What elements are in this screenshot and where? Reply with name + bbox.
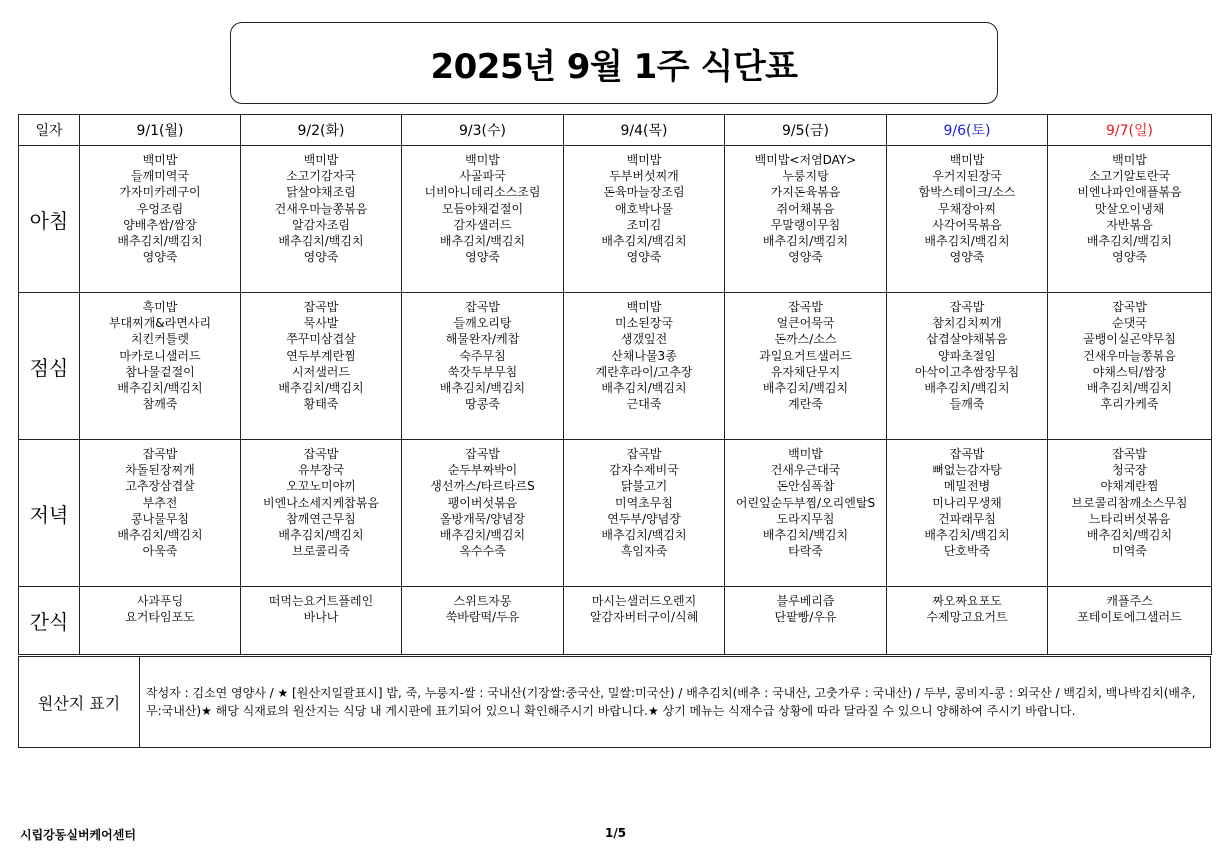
menu-item: 비엔나파인애플볶음 (1077, 185, 1182, 200)
menu-cell (1048, 293, 1212, 440)
menu-item: 오꼬노미야끼 (286, 479, 356, 494)
menu-item: 쥐어채볶음 (776, 201, 835, 216)
date-label: 일자 (19, 115, 80, 146)
menu-item: 영양죽 (303, 250, 339, 265)
meal-row-dinner (19, 440, 1212, 587)
menu-cell (402, 440, 564, 587)
menu-item: 아삭이고추쌈장무침 (914, 364, 1020, 379)
menu-item: 스위트자몽 (453, 594, 512, 608)
menu-item: 백미밥 (465, 153, 500, 167)
menu-item: 타락죽 (788, 544, 823, 559)
meal-row-breakfast (19, 146, 1212, 293)
menu-cell (1048, 440, 1212, 587)
menu-cell (887, 293, 1048, 440)
meal-label-dinner: 저녁 (19, 440, 80, 587)
menu-item: 산채나물3종 (611, 348, 677, 363)
menu-cell (887, 440, 1048, 587)
menu-item: 뼈없는감자탕 (932, 463, 1002, 478)
menu-item: 미역초무침 (615, 495, 673, 510)
menu-item: 자반볶음 (1106, 217, 1153, 232)
menu-item: 들깨오리탕 (453, 316, 512, 331)
menu-item: 건파래무침 (938, 511, 996, 526)
menu-item: 잡곡밥 (1112, 447, 1147, 461)
menu-item: 건새우마늘쫑볶음 (1083, 348, 1176, 363)
menu-item: 배추김치/백김치 (439, 528, 526, 543)
origin-row (19, 657, 1211, 748)
meal-body (19, 146, 1212, 655)
menu-item: 연두부/양념장 (607, 511, 681, 526)
menu-item: 미역죽 (1112, 544, 1147, 559)
menu-item: 배추김치/백김치 (1086, 234, 1173, 249)
menu-item: 영양죽 (949, 250, 985, 265)
menu-item: 사각어묵볶음 (932, 217, 1002, 232)
menu-cell (402, 587, 564, 655)
menu-item: 배추김치/백김치 (439, 381, 526, 396)
menu-cell (725, 293, 887, 440)
menu-item: 배추김치/백김치 (762, 381, 849, 396)
menu-cell (80, 146, 241, 293)
menu-cell (80, 293, 241, 440)
menu-item: 단호박죽 (943, 544, 991, 559)
menu-table (18, 114, 1212, 655)
menu-item: 무말랭이무침 (770, 217, 841, 232)
menu-item: 배추김치/백김치 (762, 234, 849, 249)
menu-item: 쭈꾸미삼겹살 (286, 332, 356, 347)
menu-cell (80, 587, 241, 655)
day-header-tue: 9/2(화) (241, 115, 402, 146)
menu-cell (1048, 146, 1212, 293)
menu-item: 소고기감자국 (286, 169, 356, 184)
menu-item: 생선까스/타르타르S (430, 479, 535, 494)
menu-item: 잡곡밥 (465, 447, 500, 461)
menu-cell (887, 146, 1048, 293)
menu-item: 참깨죽 (142, 397, 178, 412)
menu-item: 브로콜리참깨소스무침 (1071, 495, 1188, 510)
menu-item: 골뱅이실곤약무침 (1083, 332, 1176, 347)
menu-item: 배추김치/백김치 (601, 234, 687, 249)
menu-item: 땅콩죽 (465, 397, 500, 412)
menu-item: 돈육마늘장조림 (603, 185, 685, 200)
menu-item: 알감자버터구이/식혜 (589, 610, 699, 625)
menu-item: 백미밥 (626, 300, 662, 314)
menu-item: 잡곡밥 (303, 447, 339, 461)
menu-item: 캐플주스 (1106, 594, 1153, 608)
menu-item: 두부버섯찌개 (609, 169, 679, 184)
footer-center-name: 시립강동실버케어센터 (20, 828, 136, 842)
meal-label-snack: 간식 (19, 587, 80, 655)
day-header-wed: 9/3(수) (402, 115, 564, 146)
menu-item: 수제망고요거트 (926, 610, 1008, 625)
menu-item: 사과푸딩 (136, 594, 184, 608)
menu-item: 흑임자죽 (620, 544, 668, 559)
menu-item: 포테이토에그샐러드 (1077, 610, 1182, 625)
menu-item: 양파초절임 (938, 348, 996, 363)
menu-item: 건새우마늘쫑볶음 (274, 201, 368, 216)
menu-cell (887, 587, 1048, 655)
menu-item: 청국장 (1112, 463, 1147, 478)
menu-cell (241, 587, 402, 655)
menu-item: 잡곡밥 (626, 447, 662, 461)
menu-item: 메밀전병 (943, 479, 991, 494)
menu-item: 백미밥 (1112, 153, 1147, 167)
menu-item: 가지돈육볶음 (770, 185, 841, 200)
menu-cell (725, 440, 887, 587)
menu-item: 떠먹는요거트플레인 (268, 594, 374, 608)
menu-item: 배추김치/백김치 (601, 381, 687, 396)
menu-cell (241, 440, 402, 587)
menu-item: 올방개묵/양념장 (439, 511, 526, 526)
menu-item: 잡곡밥 (949, 300, 985, 314)
menu-item: 해물완자/케찹 (445, 332, 520, 347)
menu-item: 들깨죽 (949, 397, 985, 412)
menu-item: 유부장국 (297, 463, 345, 478)
menu-item: 배추김치/백김치 (117, 234, 203, 249)
menu-item: 황태죽 (303, 397, 339, 412)
menu-item: 단팥빵/우유 (774, 610, 837, 625)
menu-item: 순댓국 (1112, 316, 1147, 331)
menu-cell (725, 146, 887, 293)
menu-item: 닭불고기 (620, 479, 668, 494)
menu-item: 잡곡밥 (788, 300, 823, 314)
menu-item: 짜오짜요포도 (932, 594, 1002, 608)
menu-item: 고추장삼겹살 (125, 479, 195, 494)
menu-item: 건새우근대국 (770, 463, 841, 478)
day-header-fri: 9/5(금) (725, 115, 887, 146)
footer-page-number: 1/5 (605, 826, 627, 840)
menu-item: 참치김치찌개 (932, 316, 1002, 331)
menu-item: 영양죽 (626, 250, 662, 265)
menu-item: 잡곡밥 (465, 300, 500, 314)
menu-item: 도라지무침 (776, 511, 835, 526)
menu-cell (564, 440, 725, 587)
menu-item: 야채스틱/쌈장 (1092, 364, 1167, 379)
origin-table (18, 656, 1211, 748)
menu-item: 배추김치/백김치 (924, 381, 1010, 396)
menu-item: 순두부짜박이 (447, 463, 518, 478)
menu-item: 백미밥 (949, 153, 985, 167)
meal-label-breakfast: 아침 (19, 146, 80, 293)
menu-item: 우엉조림 (136, 201, 184, 216)
menu-item: 백미밥 (788, 447, 823, 461)
menu-item: 배추김치/백김치 (117, 528, 203, 543)
menu-cell (80, 440, 241, 587)
menu-item: 모듬야채겉절이 (441, 201, 524, 216)
menu-item: 백미밥 (626, 153, 662, 167)
menu-item: 미소된장국 (615, 316, 673, 331)
day-header-thu: 9/4(목) (564, 115, 725, 146)
menu-cell (1048, 587, 1212, 655)
menu-item: 감자수제비국 (609, 463, 679, 478)
menu-item: 무채장아찌 (938, 201, 996, 216)
menu-item: 치킨커틀렛 (131, 332, 189, 347)
menu-item: 부대찌개&라면사리 (108, 316, 212, 331)
menu-item: 묵사발 (303, 316, 339, 331)
menu-item: 백미밥 (142, 153, 178, 167)
menu-item: 잡곡밥 (949, 447, 985, 461)
menu-item: 영양죽 (788, 250, 823, 265)
menu-item: 배추김치/백김치 (278, 234, 364, 249)
menu-item: 후리가케죽 (1100, 397, 1159, 412)
menu-item: 배추김치/백김치 (439, 234, 526, 249)
menu-cell (725, 587, 887, 655)
menu-item: 얼큰어묵국 (776, 316, 835, 331)
menu-item: 알감자조림 (292, 217, 350, 232)
meal-label-lunch: 점심 (19, 293, 80, 440)
menu-cell (564, 293, 725, 440)
menu-item: 영양죽 (465, 250, 500, 265)
menu-item: 양배추쌈/쌈장 (123, 217, 197, 232)
menu-item: 백미밥<저염DAY> (754, 153, 857, 167)
menu-item: 잡곡밥 (303, 300, 339, 314)
menu-item: 부추전 (142, 495, 178, 510)
menu-item: 조미김 (626, 217, 662, 232)
menu-item: 팽이버섯볶음 (447, 495, 518, 510)
menu-item: 돈안심폭찹 (776, 479, 835, 494)
title-box (230, 22, 998, 104)
menu-item: 계란후라이/고추장 (595, 364, 693, 379)
menu-item: 잡곡밥 (1112, 300, 1147, 314)
menu-item: 배추김치/백김치 (1086, 381, 1173, 396)
menu-item: 생갰잎전 (620, 332, 668, 347)
day-header-sun: 9/7(일) (1048, 115, 1212, 146)
menu-item: 흑미밥 (142, 300, 178, 314)
header-row (19, 115, 1212, 146)
menu-item: 배추김치/백김치 (601, 528, 687, 543)
menu-cell (402, 293, 564, 440)
menu-item: 콩나물무침 (131, 511, 189, 526)
menu-cell (241, 293, 402, 440)
origin-text: 작성자 : 김소연 영양사 / ★ [원산지일괄표시] 밥, 죽, 누룽지-쌀 : 국내산(기장쌀:중국산, 밀쌀:미국산) / 배추김치(배추 : 국내산, 고춧가루 : 국내산) / 두부, 콩비지-콩 : 외국산 / 백김치, 백나박김치(배추, 무:국내산)★ 해당 식재료의 원산지는 식당 내 게시판에 표기되어 있으니 확인해주시기 바랍니다.★ 상기 메뉴는 식재수급 상황에 따라 달라질 수 있으니 양해하여 주시기 바랍니다. (140, 657, 1211, 748)
menu-item: 너비아니데리소스조림 (424, 185, 541, 200)
menu-item: 배추김치/백김치 (1086, 528, 1173, 543)
menu-item: 우거지된장국 (932, 169, 1002, 184)
menu-item: 배추김치/백김치 (924, 234, 1010, 249)
menu-item: 유자채단무지 (770, 364, 841, 379)
menu-item: 감자샐러드 (453, 217, 512, 232)
menu-item: 숙주무침 (459, 348, 506, 363)
menu-item: 배추김치/백김치 (924, 528, 1010, 543)
menu-item: 참깨연근무침 (286, 511, 356, 526)
menu-item: 블루베리즙 (776, 594, 835, 608)
menu-item: 닭살야채조림 (286, 185, 356, 200)
menu-item: 느타리버섯볶음 (1088, 511, 1171, 526)
menu-item: 쑥바람떡/두유 (445, 610, 520, 625)
meal-row-lunch (19, 293, 1212, 440)
menu-item: 마시는샐러드오렌지 (591, 594, 697, 608)
menu-item: 아욱죽 (142, 544, 178, 559)
menu-item: 쑥갓두부무침 (447, 364, 518, 379)
origin-label: 원산지 표기 (19, 657, 140, 748)
menu-item: 과일요거트샐러드 (759, 348, 852, 363)
menu-item: 가자미카레구이 (119, 185, 201, 200)
menu-item: 연두부계란찜 (286, 348, 356, 363)
menu-item: 브로콜리죽 (292, 544, 350, 559)
menu-item: 요거타임포도 (125, 610, 195, 625)
menu-cell (564, 587, 725, 655)
menu-item: 참나물겉절이 (125, 364, 195, 379)
menu-item: 영양죽 (1112, 250, 1147, 265)
menu-cell (564, 146, 725, 293)
menu-item: 배추김치/백김치 (117, 381, 203, 396)
menu-item: 애호박나물 (615, 201, 673, 216)
menu-item: 백미밥 (303, 153, 339, 167)
menu-item: 근대죽 (626, 397, 662, 412)
day-header-sat: 9/6(토) (887, 115, 1048, 146)
menu-item: 미나리무생채 (932, 495, 1002, 510)
menu-item: 삽겹살야채볶음 (926, 332, 1008, 347)
menu-item: 함박스테이크/소스 (918, 185, 1016, 200)
menu-item: 배추김치/백김치 (278, 528, 364, 543)
meal-row-snack (19, 587, 1212, 655)
menu-item: 마카로니샐러드 (119, 348, 201, 363)
menu-cell (241, 146, 402, 293)
menu-item: 영양죽 (142, 250, 178, 265)
menu-item: 누룽지탕 (782, 169, 829, 184)
menu-item: 옥수수죽 (459, 544, 506, 559)
menu-item: 야채계란찜 (1100, 479, 1159, 494)
menu-cell (402, 146, 564, 293)
menu-item: 배추김치/백김치 (278, 381, 364, 396)
menu-item: 계란죽 (788, 397, 823, 412)
menu-item: 들깨미역국 (131, 169, 189, 184)
menu-item: 비엔나소세지케찹볶음 (263, 495, 379, 510)
menu-item: 바나나 (303, 610, 339, 625)
page-title: 2025년 9월 1주 식단표 (430, 46, 798, 87)
menu-item: 소고기알토란국 (1088, 169, 1171, 184)
day-header-mon: 9/1(월) (80, 115, 241, 146)
menu-item: 배추김치/백김치 (762, 528, 849, 543)
menu-item: 어린잎순두부찜/오리엔탈S (735, 495, 876, 510)
menu-item: 맛살오이냉채 (1094, 201, 1165, 216)
menu-item: 돈까스/소스 (774, 332, 837, 347)
menu-item: 차돌된장찌개 (125, 463, 195, 478)
menu-item: 잡곡밥 (142, 447, 178, 461)
menu-item: 사골파국 (459, 169, 506, 184)
menu-item: 시저샐러드 (292, 364, 350, 379)
